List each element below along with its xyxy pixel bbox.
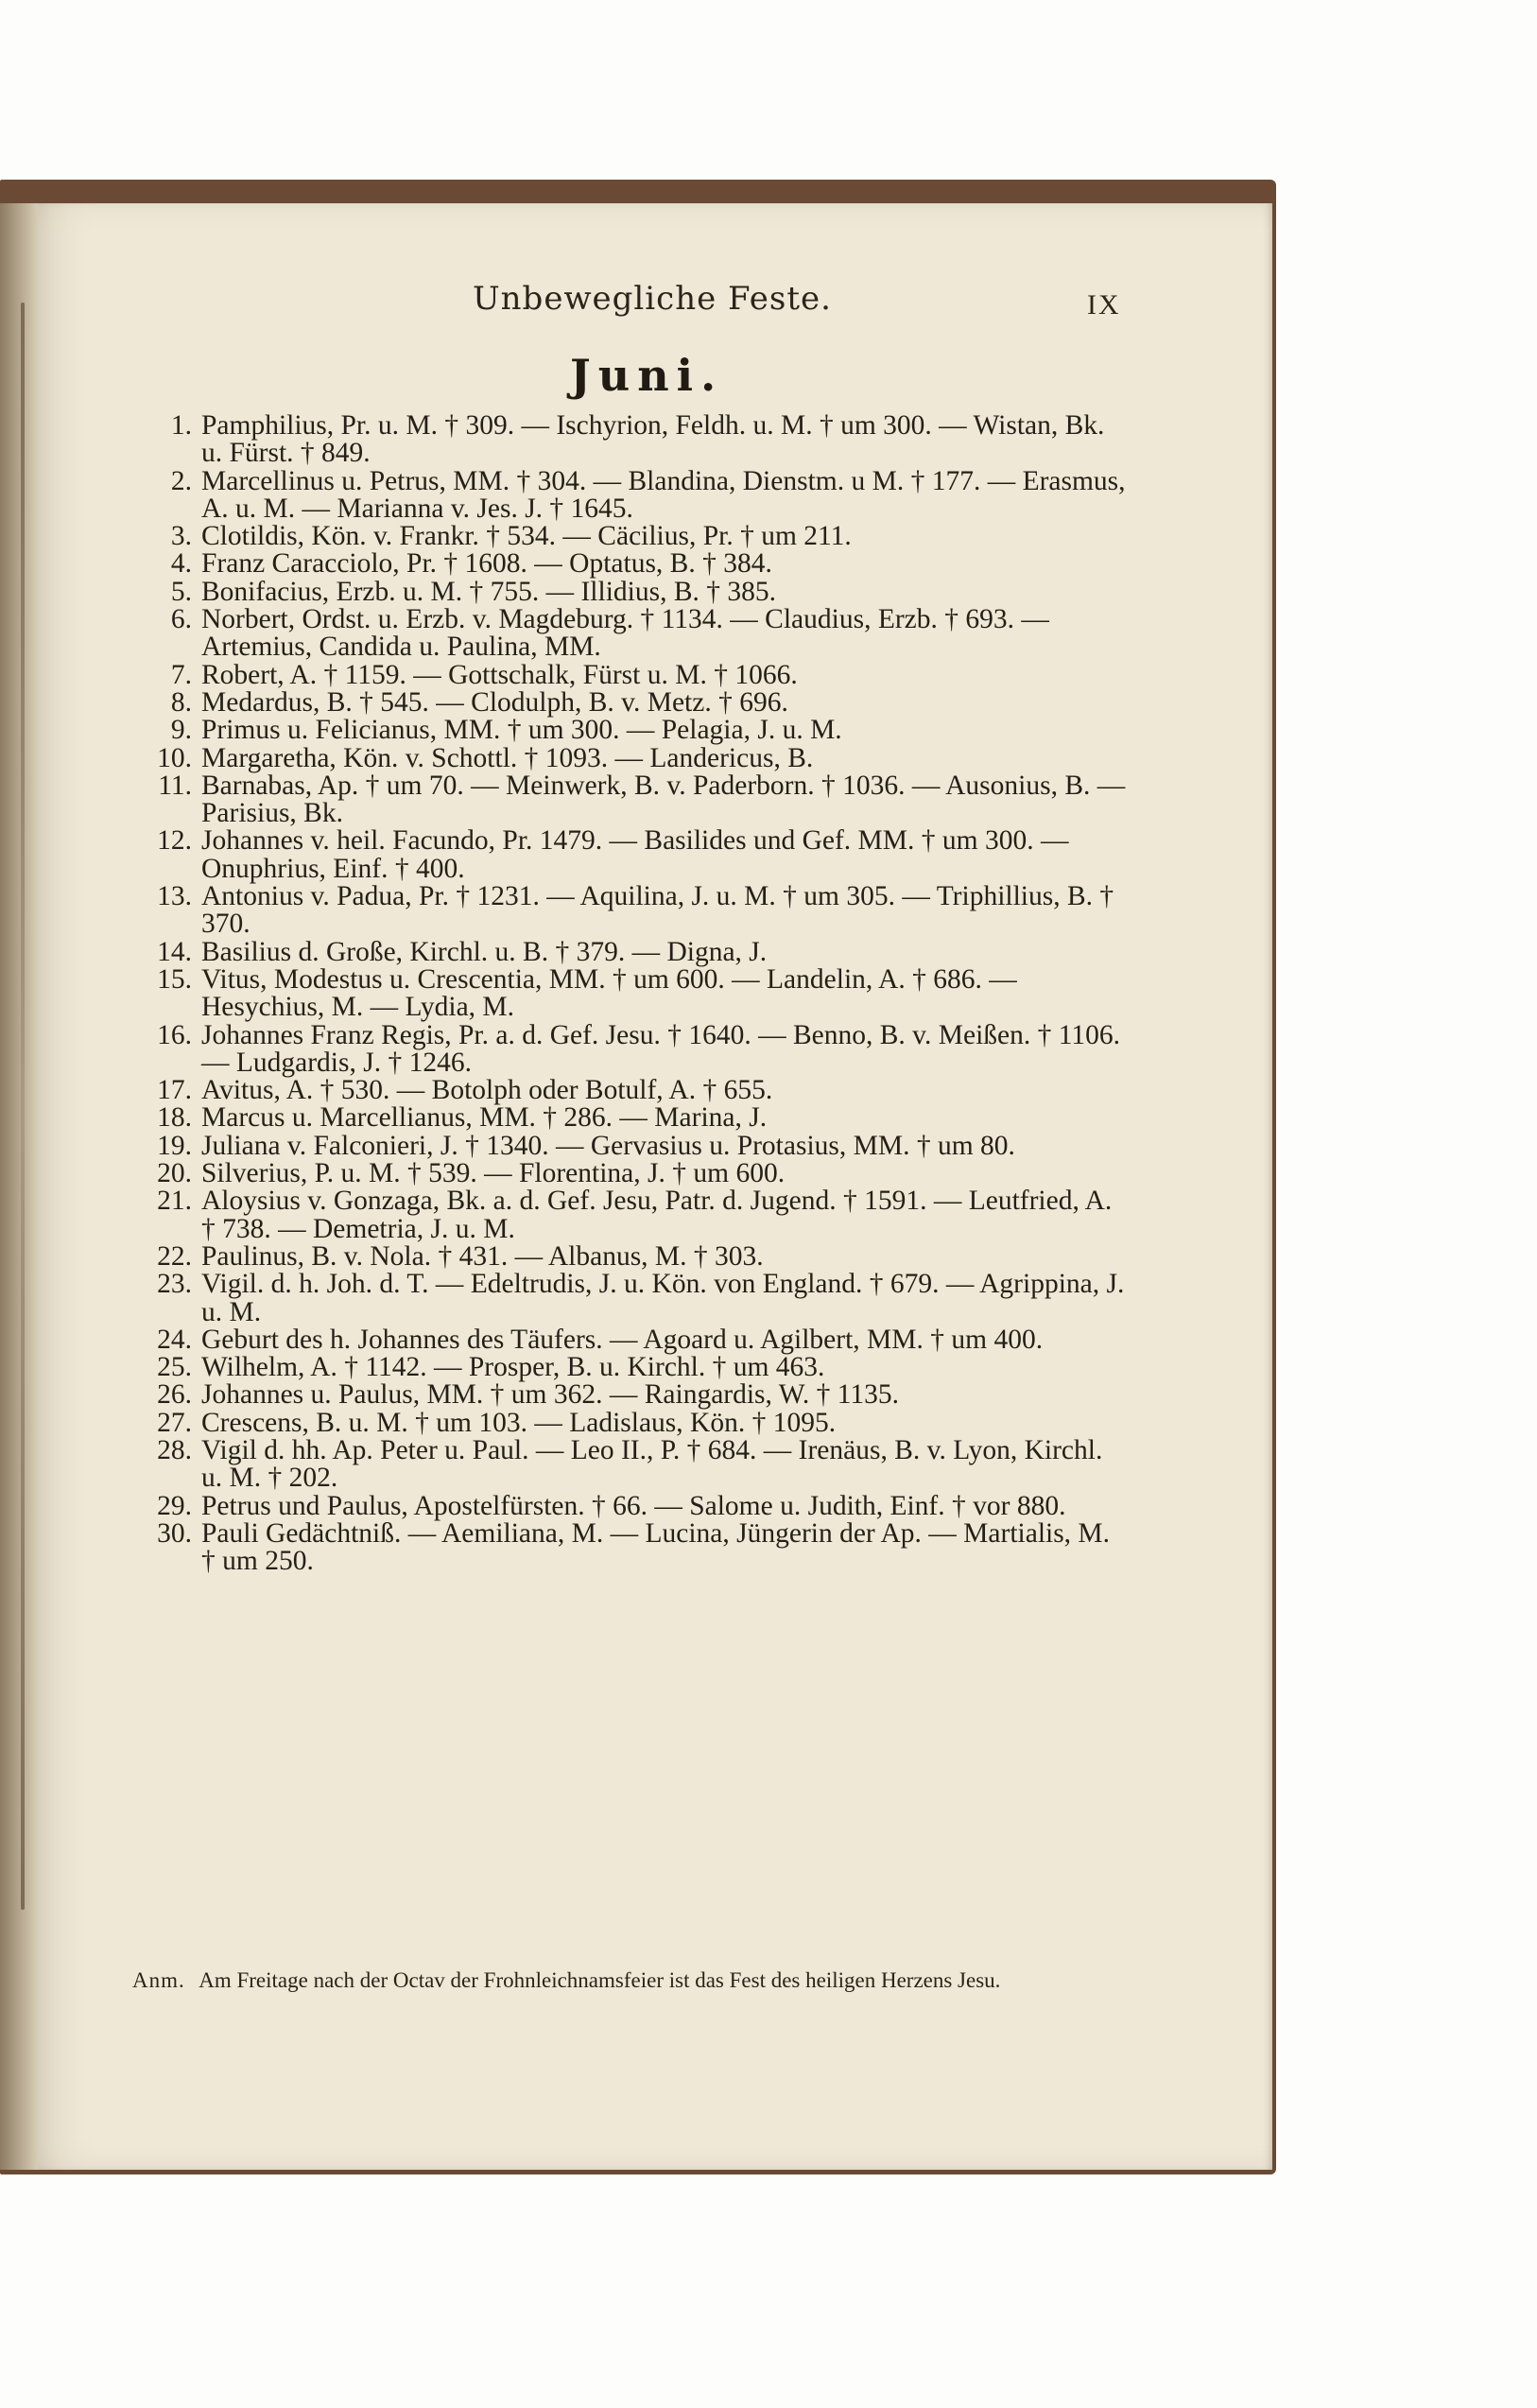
entry-text: Petrus und Paulus, Apostelfürsten. † 66. — Salome u. Judith, Einf. † vor 880. — [201, 1490, 1066, 1521]
feast-list — [137, 412, 1130, 1575]
entry-text: Aloysius v. Gonzaga, Bk. a. d. Gef. Jesu, Patr. d. Jugend. † 1591. — Leutfried, A. † 738. — Demetria, J. u. M. — [201, 1186, 1113, 1244]
feast-entry — [137, 1077, 1130, 1104]
feast-entry — [137, 883, 1130, 939]
entry-number: 4. — [170, 548, 192, 580]
feast-entry — [137, 827, 1130, 883]
entry-number: 16. — [157, 1019, 192, 1050]
entry-number: 9. — [170, 715, 192, 746]
entry-text: Wilhelm, A. † 1142. — Prosper, B. u. Kirchl. † um 463. — [201, 1352, 825, 1383]
feast-entry — [137, 1271, 1130, 1326]
feast-entry — [137, 963, 1130, 1023]
entry-number: 2. — [170, 465, 192, 496]
entry-number: 24. — [157, 1324, 192, 1355]
entry-text: Robert, A. † 1159. — Gottschalk, Fürst u. M. † 1066. — [201, 659, 798, 690]
feast-entry — [137, 936, 1130, 967]
entry-number: 29. — [157, 1490, 192, 1521]
entry-number: 5. — [170, 576, 192, 607]
entry-text: Marcellinus u. Petrus, MM. † 304. — Blandina, Dienstm. u M. † 177. — Erasmus, A. u. M. — Marianna v. Jes. J. † 1645. — [201, 465, 1126, 524]
feast-entry — [137, 686, 1130, 718]
entry-text: Johannes v. heil. Facundo, Pr. 1479. — Basilides und Gef. MM. † um 300. — Onuphrius, Einf. † 400. — [201, 825, 1069, 884]
page-number: IX — [1087, 289, 1121, 320]
entry-text: Vigil d. hh. Ap. Peter u. Paul. — Leo II., P. † 684. — Irenäus, B. v. Lyon, Kirchl. u. M. † 202. — [201, 1434, 1103, 1494]
feast-entry — [137, 717, 1130, 744]
entry-text: Antonius v. Padua, Pr. † 1231. — Aquilina, J. u. M. † um 305. — Triphillius, B. † 370. — [201, 881, 1114, 940]
entry-number: 23. — [157, 1269, 192, 1300]
feast-entry — [137, 1019, 1130, 1078]
entry-text: Vigil. d. h. Joh. d. T. — Edeltrudis, J. u. Kön. von England. † 679. — Agrippina, J. u. M. — [201, 1269, 1125, 1327]
entry-text: Clotildis, Kön. v. Frankr. † 534. — Cäcilius, Pr. † um 211. — [201, 521, 852, 552]
feast-entry — [137, 1381, 1130, 1409]
entry-text: Geburt des h. Johannes des Täufers. — Agoard u. Agilbert, MM. † um 400. — [201, 1324, 1044, 1355]
entry-number: 7. — [170, 659, 192, 690]
feast-entry — [137, 742, 1130, 773]
entry-text: Margaretha, Kön. v. Schottl. † 1093. — Landericus, B. — [201, 742, 814, 773]
month-title: Juni. — [570, 350, 724, 401]
feast-entry — [137, 1517, 1130, 1577]
entry-text: Basilius d. Große, Kirchl. u. B. † 379. — Digna, J. — [201, 936, 768, 967]
entry-number: 25. — [157, 1352, 192, 1383]
entry-number: 15. — [157, 963, 192, 995]
footnote-text: Am Freitage nach der Octav der Frohnleichnamsfeier ist das Fest des heiligen Herzens Jesu. — [199, 1968, 1001, 1992]
entry-text: Vitus, Modestus u. Crescentia, MM. † um 600. — Landelin, A. † 686. — Hesychius, M. — Lydia, M. — [201, 963, 1017, 1023]
feast-entry — [137, 576, 1130, 607]
running-head: Unbewegliche Feste. — [473, 280, 832, 318]
entry-text: Bonifacius, Erzb. u. M. † 755. — Illidius, B. † 385. — [201, 576, 776, 607]
feast-entry — [137, 1160, 1130, 1187]
feast-entry — [137, 1104, 1130, 1132]
entry-number: 17. — [157, 1075, 192, 1106]
feast-entry — [137, 1407, 1130, 1438]
entry-text: Johannes u. Paulus, MM. † um 362. — Raingardis, W. † 1135. — [201, 1379, 900, 1411]
feast-entry — [137, 1187, 1130, 1243]
entry-number: 8. — [170, 686, 192, 718]
entry-text: Crescens, B. u. M. † um 103. — Ladislaus, Kön. † 1095. — [201, 1407, 837, 1438]
entry-number: 13. — [157, 881, 192, 912]
entry-number: 19. — [157, 1130, 192, 1161]
entry-number: 6. — [170, 604, 192, 635]
entry-text: Medardus, B. † 545. — Clodulph, B. v. Metz. † 696. — [201, 686, 788, 718]
entry-number: 3. — [170, 521, 192, 552]
entry-text: Pamphilius, Pr. u. M. † 309. — Ischyrion, Feldh. u. M. † um 300. — Wistan, Bk. u. Fürst. † 849. — [201, 410, 1105, 469]
entry-number: 20. — [157, 1158, 192, 1189]
feast-entry — [137, 772, 1130, 828]
spine-shadow — [21, 303, 25, 1910]
feast-entry — [137, 1240, 1130, 1272]
feast-entry — [137, 1130, 1130, 1161]
entry-number: 18. — [157, 1102, 192, 1134]
entry-number: 12. — [157, 825, 192, 857]
entry-text: Norbert, Ordst. u. Erzb. v. Magdeburg. † 1134. — Claudius, Erzb. † 693. — Artemius, Candida u. Paulina, MM. — [201, 604, 1049, 663]
page-gutter — [0, 203, 38, 2170]
entry-text: Paulinus, B. v. Nola. † 431. — Albanus, M. † 303. — [201, 1240, 764, 1272]
feast-entry — [137, 550, 1130, 578]
entry-text: Silverius, P. u. M. † 539. — Florentina, J. † um 600. — [201, 1158, 786, 1189]
entry-text: Primus u. Felicianus, MM. † um 300. — Pelagia, J. u. M. — [201, 715, 842, 746]
entry-text: Avitus, A. † 530. — Botolph oder Botulf, A. † 655. — [201, 1075, 773, 1106]
feast-entry — [137, 523, 1130, 550]
feast-entry — [137, 1326, 1130, 1354]
entry-number: 30. — [157, 1517, 192, 1549]
entry-number: 11. — [158, 770, 192, 801]
feast-entry — [137, 412, 1130, 468]
entry-number: 1. — [170, 410, 192, 441]
feast-entry — [137, 1434, 1130, 1494]
entry-number: 27. — [157, 1407, 192, 1438]
feast-entry — [137, 659, 1130, 690]
entry-text: Johannes Franz Regis, Pr. a. d. Gef. Jesu. † 1640. — Benno, B. v. Meißen. † 1106. — Ludgardis, J. † 1246. — [201, 1019, 1121, 1078]
entry-text: Juliana v. Falconieri, J. † 1340. — Gervasius u. Protasius, MM. † um 80. — [201, 1130, 1015, 1161]
entry-number: 21. — [157, 1186, 192, 1217]
entry-text: Pauli Gedächtniß. — Aemiliana, M. — Lucina, Jüngerin der Ap. — Martialis, M. † um 250. — [201, 1517, 1111, 1577]
entry-number: 10. — [157, 742, 192, 773]
feast-entry — [137, 606, 1130, 662]
entry-number: 26. — [157, 1379, 192, 1411]
footnote-label: Anm. — [132, 1968, 185, 1992]
feast-entry — [137, 465, 1130, 524]
entry-text: Marcus u. Marcellianus, MM. † 286. — Marina, J. — [201, 1102, 768, 1134]
feast-entry — [137, 1490, 1130, 1521]
entry-number: 28. — [157, 1434, 192, 1465]
entry-text: Franz Caracciolo, Pr. † 1608. — Optatus, B. † 384. — [201, 548, 772, 580]
entry-number: 14. — [157, 936, 192, 967]
entry-number: 22. — [157, 1240, 192, 1272]
entry-text: Barnabas, Ap. † um 70. — Meinwerk, B. v. Paderborn. † 1036. — Ausonius, B. — Parisius, Bk. — [201, 770, 1126, 829]
feast-entry — [137, 1354, 1130, 1381]
footnote — [132, 1968, 1134, 1993]
